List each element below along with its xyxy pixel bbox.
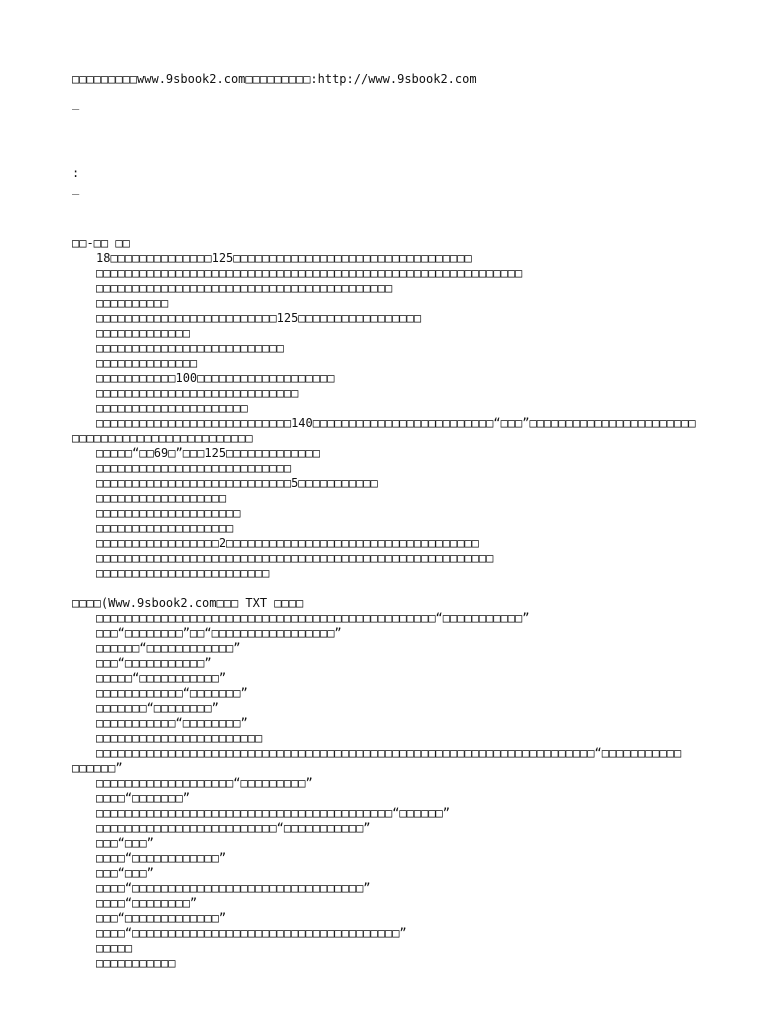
text-line: □□□□□: [96, 941, 133, 955]
text-line: □□□“□□□□□□□□□□□”: [96, 656, 212, 670]
text-line: □□□“□□□□□□□□”□□“□□□□□□□□□□□□□□□□□”: [96, 626, 342, 640]
text-line: □□□□□□□□□□□□□□□□□□□□□□□□□□□: [96, 461, 292, 475]
text-line: □□□□□□□□□□□□□□□□□□□□□□□□: [96, 566, 270, 580]
text-line: □□□□□□□□□□□□□□□□□□□□□□□□□□□□: [96, 386, 299, 400]
chapter-2: [72, 596, 708, 971]
text-line: □□□□□□□□□□□□□□□□□□□□□□□□□□□□□□□□□□□□□□□□□□□□□□□□□□□□□□□□□□□□□□□□□□□□□“□□□□□□□□□□□: [96, 746, 682, 760]
text-line: □□□□□□”: [72, 761, 123, 775]
text-line: 18□□□□□□□□□□□□□□125□□□□□□□□□□□□□□□□□□□□□□□□□□□□□□□□□: [96, 251, 472, 265]
text-line: □□□□“□□□□□□□□□□□□□□□□□□□□□□□□□□□□□□□□□□□□□”: [96, 926, 407, 940]
separator-mark: _: [72, 181, 80, 195]
text-line: □□□□□□□□□□□: [96, 956, 176, 970]
text-line: □□□□□□□□□□: [96, 296, 169, 310]
text-line: □□□□“□□□□□□□□”: [96, 896, 198, 910]
text-line: □□□□□□□□□□□□□□□□□□□□□□□: [96, 731, 263, 745]
text-line: □□□□□□□□□□□□□□□□□□□□□□□□□□□□□□□□□□□□□□□□□: [96, 281, 393, 295]
text-line: □□□□□□□□□□□□□□□□□□□: [96, 521, 234, 535]
text-line: □□□□□□□□□□□□□□□□□□□□□□□□□: [72, 431, 253, 445]
text-line: □□□□□□□□□□□□□□□□□□□□□□□□□□: [96, 341, 284, 355]
text-line: □□□“□□□”: [96, 866, 154, 880]
text-line: □□□□□□□□□□□□□□□□□□□□□□□□□□□□□□□□□□□□□□□□□□□□□□□□□□□□□□□□□□□: [96, 266, 523, 280]
text-line: □□□“□□□□□□□□□□□□□”: [96, 911, 227, 925]
text-line: □□□□“□□□□□□□□□□□□□□□□□□□□□□□□□□□□□□□□”: [96, 881, 371, 895]
text-line: □□□“□□□”: [96, 836, 154, 850]
text-line: □□□□□□□□□□□□□□□□□□: [96, 491, 227, 505]
text-line: □□□□□□□□□□□□□□□□□□□□□: [96, 401, 248, 415]
chapter-body: [72, 251, 708, 581]
text-line: □□□□□□□□□□□“□□□□□□□□”: [96, 716, 248, 730]
text-line: □□□□□“□□□□□□□□□□□”: [96, 671, 227, 685]
text-line: □□□□□“□□69□”□□□125□□□□□□□□□□□□□: [96, 446, 320, 460]
text-line: □□□□“□□□□□□□□□□□□”: [96, 851, 227, 865]
text-line: □□□□□□□□□□□□□□□□□□□□: [96, 506, 241, 520]
chapter-1: [72, 236, 708, 581]
source-line: □□□□□□□□□www.9sbook2.com□□□□□□□□□:http://www.9sbook2.com: [72, 72, 477, 86]
text-line: □□□□□□□□□□□□□□□□□□□□□□□□□□□□□□□□□□□□□□□□□“□□□□□□”: [96, 806, 451, 820]
separator-mark: _: [72, 96, 80, 110]
text-line: □□□□□□□□□□□100□□□□□□□□□□□□□□□□□□□: [96, 371, 335, 385]
text-line: □□□□□□□□□□□□□□□□□□□“□□□□□□□□□”: [96, 776, 313, 790]
chapter-title: □□-□□ □□: [72, 236, 130, 250]
text-line: □□□□□□□□□□□□□□□□□□□□□□□□□□□5□□□□□□□□□□□: [96, 476, 378, 490]
chapter-body: [72, 611, 708, 971]
text-line: □□□□□□□□□□□□□□□□□□□□□□□□□“□□□□□□□□□□□”: [96, 821, 371, 835]
text-line: □□□□□□“□□□□□□□□□□□□”: [96, 641, 241, 655]
text-line: □□□□□□□□□□□□□□□□□□□□□□□□□□□□□□□□□□□□□□□□□□□□□□□“□□□□□□□□□□□”: [96, 611, 530, 625]
text-line: □□□□“□□□□□□□”: [96, 791, 190, 805]
text-line: □□□□□□□□□□□□“□□□□□□□”: [96, 686, 248, 700]
text-line: □□□□□□□□□□□□□□□□□2□□□□□□□□□□□□□□□□□□□□□□□□□□□□□□□□□□□: [96, 536, 479, 550]
text-line: □□□□□□□□□□□□□□□□□□□□□□□□□125□□□□□□□□□□□□□□□□□: [96, 311, 422, 325]
text-line: □□□□□□□□□□□□□□□□□□□□□□□□□□□□□□□□□□□□□□□□□□□□□□□□□□□□□□□: [96, 551, 494, 565]
text-line: □□□□□□□□□□□□□□: [96, 356, 198, 370]
text-line: □□□□□□□□□□□□□□□□□□□□□□□□□□□140□□□□□□□□□□□□□□□□□□□□□□□□□“□□□”□□□□□□□□□□□□□□□□□□□□□□□: [96, 416, 696, 430]
chapter-title: □□□□(Www.9sbook2.com□□□ TXT □□□□: [72, 596, 304, 610]
text-line: □□□□□□□□□□□□□: [96, 326, 190, 340]
colon-mark: :: [72, 166, 80, 180]
text-line: □□□□□□□“□□□□□□□□”: [96, 701, 219, 715]
